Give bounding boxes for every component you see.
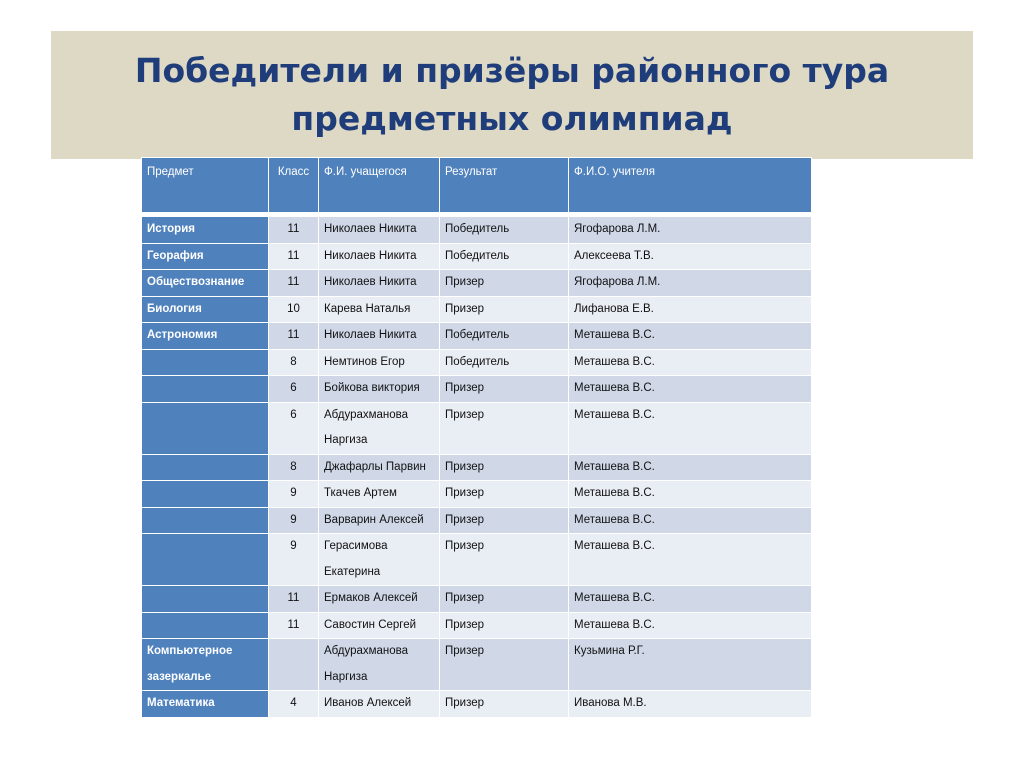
result-cell: Призер xyxy=(440,691,569,718)
grade-cell: 6 xyxy=(269,376,319,403)
teacher-cell: Алексеева Т.В. xyxy=(569,243,812,270)
table-row xyxy=(142,296,812,323)
header-student: Ф.И. учащегося xyxy=(319,158,440,213)
student-cell: Герасимова Екатерина xyxy=(319,534,440,586)
teacher-cell: Меташева В.С. xyxy=(569,612,812,639)
student-cell: Николаев Никита xyxy=(319,323,440,350)
grade-cell: 4 xyxy=(269,691,319,718)
student-cell: Николаев Никита xyxy=(319,243,440,270)
grade-cell xyxy=(269,639,319,691)
table-row xyxy=(142,270,812,297)
teacher-cell: Лифанова Е.В. xyxy=(569,296,812,323)
teacher-cell: Ягофарова Л.М. xyxy=(569,270,812,297)
result-cell: Призер xyxy=(440,376,569,403)
subject-cell xyxy=(142,454,269,481)
teacher-cell: Меташева В.С. xyxy=(569,402,812,454)
header-teacher: Ф.И.О. учителя xyxy=(569,158,812,213)
header-grade: Класс xyxy=(269,158,319,213)
header-result: Результат xyxy=(440,158,569,213)
result-cell: Призер xyxy=(440,612,569,639)
subject-cell xyxy=(142,481,269,508)
table-row xyxy=(142,376,812,403)
result-cell: Призер xyxy=(440,270,569,297)
teacher-cell: Меташева В.С. xyxy=(569,481,812,508)
result-cell: Призер xyxy=(440,296,569,323)
grade-cell: 9 xyxy=(269,481,319,508)
table-row xyxy=(142,534,812,586)
student-cell: Варварин Алексей xyxy=(319,507,440,534)
grade-cell: 9 xyxy=(269,534,319,586)
subject-cell xyxy=(142,402,269,454)
table-row xyxy=(142,691,812,718)
subject-cell xyxy=(142,349,269,376)
result-cell: Призер xyxy=(440,481,569,508)
result-cell: Победитель xyxy=(440,217,569,244)
subject-cell: Биология xyxy=(142,296,269,323)
student-cell: Немтинов Егор xyxy=(319,349,440,376)
grade-cell: 11 xyxy=(269,243,319,270)
subject-cell: История xyxy=(142,217,269,244)
teacher-cell: Меташева В.С. xyxy=(569,323,812,350)
table-row xyxy=(142,481,812,508)
table-row xyxy=(142,323,812,350)
result-cell: Призер xyxy=(440,507,569,534)
subject-cell xyxy=(142,507,269,534)
grade-cell: 6 xyxy=(269,402,319,454)
student-cell: Абдурахманова Наргиза xyxy=(319,402,440,454)
student-cell: Николаев Никита xyxy=(319,270,440,297)
header-row xyxy=(142,158,812,213)
student-cell: Ткачев Артем xyxy=(319,481,440,508)
result-cell: Победитель xyxy=(440,323,569,350)
student-cell: Ермаков Алексей xyxy=(319,586,440,613)
grade-cell: 8 xyxy=(269,454,319,481)
subject-cell xyxy=(142,376,269,403)
result-cell: Победитель xyxy=(440,243,569,270)
table-row xyxy=(142,612,812,639)
student-cell: Абдурахманова Наргиза xyxy=(319,639,440,691)
teacher-cell: Иванова М.В. xyxy=(569,691,812,718)
student-cell: Иванов Алексей xyxy=(319,691,440,718)
student-cell: Джафарлы Парвин xyxy=(319,454,440,481)
result-cell: Призер xyxy=(440,454,569,481)
subject-cell: Компьютерное зазеркалье xyxy=(142,639,269,691)
teacher-cell: Кузьмина Р.Г. xyxy=(569,639,812,691)
grade-cell: 11 xyxy=(269,270,319,297)
results-table xyxy=(141,157,812,718)
table-row xyxy=(142,217,812,244)
grade-cell: 11 xyxy=(269,612,319,639)
teacher-cell: Меташева В.С. xyxy=(569,376,812,403)
result-cell: Победитель xyxy=(440,349,569,376)
subject-cell: Астрономия xyxy=(142,323,269,350)
table-row xyxy=(142,639,812,691)
student-cell: Николаев Никита xyxy=(319,217,440,244)
title-band xyxy=(51,31,973,159)
grade-cell: 10 xyxy=(269,296,319,323)
result-cell: Призер xyxy=(440,586,569,613)
grade-cell: 11 xyxy=(269,586,319,613)
result-cell: Призер xyxy=(440,402,569,454)
table-row xyxy=(142,586,812,613)
table-row xyxy=(142,402,812,454)
teacher-cell: Меташева В.С. xyxy=(569,534,812,586)
teacher-cell: Меташева В.С. xyxy=(569,349,812,376)
grade-cell: 11 xyxy=(269,323,319,350)
page-title: Победители и призёры районного тура предметных олимпиад xyxy=(134,51,890,138)
grade-cell: 11 xyxy=(269,217,319,244)
teacher-cell: Ягофарова Л.М. xyxy=(569,217,812,244)
subject-cell: Георафия xyxy=(142,243,269,270)
student-cell: Савостин Сергей xyxy=(319,612,440,639)
subject-cell xyxy=(142,586,269,613)
table-row xyxy=(142,243,812,270)
table-row xyxy=(142,454,812,481)
teacher-cell: Меташева В.С. xyxy=(569,586,812,613)
teacher-cell: Меташева В.С. xyxy=(569,454,812,481)
grade-cell: 8 xyxy=(269,349,319,376)
header-subject: Предмет xyxy=(142,158,269,213)
subject-cell: Обществознание xyxy=(142,270,269,297)
subject-cell: Математика xyxy=(142,691,269,718)
teacher-cell: Меташева В.С. xyxy=(569,507,812,534)
grade-cell: 9 xyxy=(269,507,319,534)
student-cell: Карева Наталья xyxy=(319,296,440,323)
table-row xyxy=(142,507,812,534)
student-cell: Бойкова виктория xyxy=(319,376,440,403)
table-row xyxy=(142,349,812,376)
result-cell: Призер xyxy=(440,639,569,691)
subject-cell xyxy=(142,534,269,586)
subject-cell xyxy=(142,612,269,639)
result-cell: Призер xyxy=(440,534,569,586)
